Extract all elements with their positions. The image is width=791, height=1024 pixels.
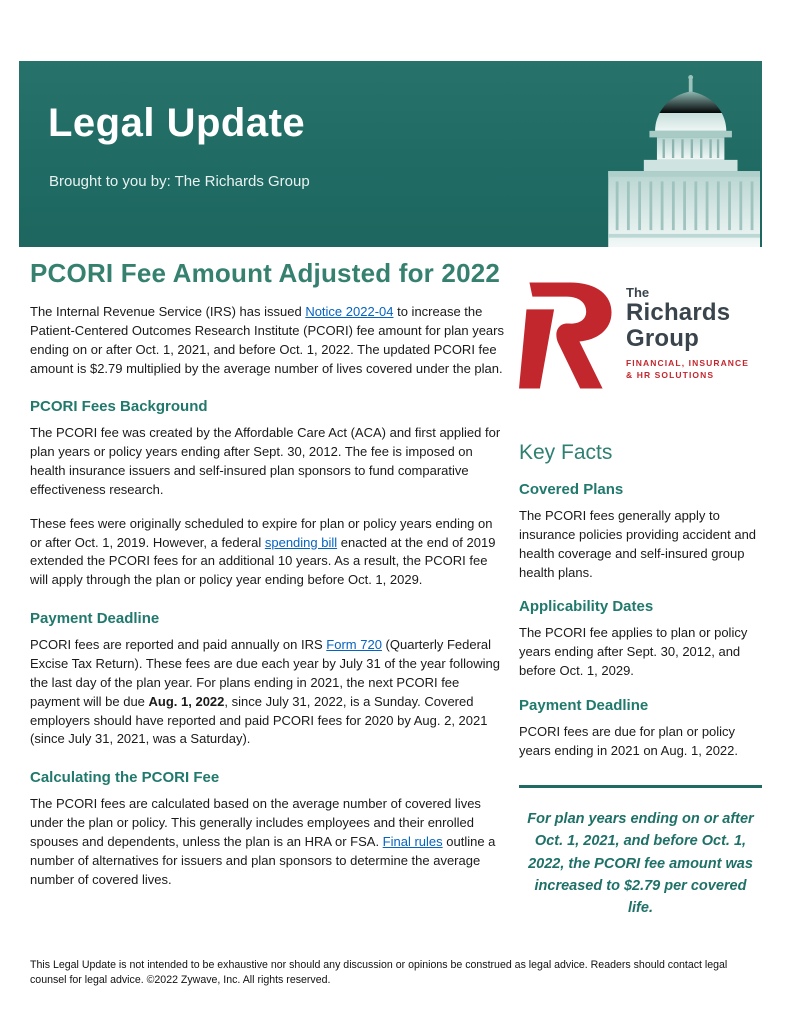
capitol-building-icon xyxy=(595,69,760,247)
notice-2022-04-link[interactable]: Notice 2022-04 xyxy=(305,304,394,319)
intro-paragraph xyxy=(30,303,505,378)
logo-tagline-line1: FINANCIAL, INSURANCE xyxy=(626,358,750,369)
payment-text-pre: PCORI fees are reported and paid annually on IRS xyxy=(30,637,327,653)
section-heading-calculating: Calculating the PCORI Fee xyxy=(30,769,220,787)
key-fact-applicability-dates xyxy=(519,598,762,681)
key-fact-heading: Payment Deadline xyxy=(519,696,649,714)
key-fact-text: PCORI fees are due for plan or policy years ending in 2021 on Aug. 1, 2022. xyxy=(519,723,739,758)
richards-group-logo xyxy=(519,260,762,405)
sidebar-divider xyxy=(519,785,762,788)
calculating-paragraph xyxy=(30,795,505,889)
key-facts-title: Key Facts xyxy=(519,441,613,464)
key-fact-payment-deadline xyxy=(519,697,762,761)
form-720-link[interactable]: Form 720 xyxy=(326,637,382,653)
logo-text xyxy=(626,260,749,382)
footer-disclaimer: This Legal Update is not intended to be exhaustive nor should any discussion or opinions be construed as legal advice. Readers should contact legal counsel for legal advice. ©2022 Zywave, Inc. All rights reserved. xyxy=(30,959,728,986)
article-column xyxy=(30,254,505,920)
sidebar xyxy=(519,254,762,920)
intro-text-pre: The Internal Revenue Service (IRS) has issued xyxy=(30,304,306,319)
key-fact-covered-plans xyxy=(519,481,762,582)
section-heading-background: PCORI Fees Background xyxy=(30,398,208,416)
calculating-text-pre: The PCORI fees are calculated based on the average number of covered lives under the plan or policy. This generally includes employees and their enrolled spouses and dependents, unless the plan is an HRA or FSA. xyxy=(30,796,481,849)
logo-word-group: Group xyxy=(626,325,699,353)
intro-text-post: to increase the Patient-Centered Outcomes Research Institute (PCORI) fee amount for plan years ending on or after Oct. 1, 2021, and before Oct. 1, 2022. The updated PCORI fee amount is $2.79 multiplied by the average number of lives covered under the plan. xyxy=(30,304,504,376)
payment-due-date: Aug. 1, 2022 xyxy=(148,693,225,709)
payment-text-post: , since July 31, 2022, is a Sunday. Covered employers should have reported and paid PCORI fees for 2020 by Aug. 2, 2021 (since July 31, 2021, was a Saturday). xyxy=(30,693,488,747)
key-fact-heading: Covered Plans xyxy=(519,481,624,498)
key-fact-heading: Applicability Dates xyxy=(519,598,654,616)
fee-increase-callout: For plan years ending on or after Oct. 1, 2021, and before Oct. 1, 2022, the PCORI fee amount was increased to $2.79 per covered life. xyxy=(527,810,754,917)
header-subtitle: Brought to you by: The Richards Group xyxy=(49,173,310,190)
main-content xyxy=(30,254,762,920)
background-p2-pre: These fees were originally scheduled to expire for plan or policy years ending on or after Oct. 1, 2019. However, a federal xyxy=(30,515,493,550)
logo-word-richards: Richards xyxy=(626,299,731,327)
payment-paragraph xyxy=(30,636,505,749)
page-title: Legal Update xyxy=(48,101,306,145)
header-banner xyxy=(19,61,762,247)
logo-tagline xyxy=(626,357,749,382)
section-heading-payment-deadline: Payment Deadline xyxy=(30,610,160,628)
logo-r-icon xyxy=(519,260,616,405)
spending-bill-link[interactable]: spending bill xyxy=(264,534,338,550)
logo-tagline-line2: & HR SOLUTIONS xyxy=(626,370,715,381)
key-fact-text: The PCORI fee applies to plan or policy years ending after Sept. 30, 2012, and before Oct. 1, 2029. xyxy=(519,625,748,679)
key-fact-text: The PCORI fees generally apply to insurance policies providing accident and health coverage and self-insured group health plans. xyxy=(519,508,757,580)
payment-text-mid: (Quarterly Federal Excise Tax Return). These fees are due each year by July 31 of the year following the last day of the plan year. For plans ending in 2021, the next PCORI fee payment will be due xyxy=(30,637,500,709)
background-paragraph-2 xyxy=(30,515,505,590)
article-title: PCORI Fee Amount Adjusted for 2022 xyxy=(30,258,501,288)
logo-word-the: The xyxy=(626,285,650,300)
final-rules-link[interactable]: Final rules xyxy=(382,833,443,849)
background-paragraph-1: The PCORI fee was created by the Affordable Care Act (ACA) and first applied for plan years or policy years ending after Sept. 30, 2012. The fee is imposed on health insurance issuers and self-insured plan sponsors to fund comparative effectiveness research. xyxy=(30,425,501,497)
calculating-text-post: outline a number of alternatives for issuers and plan sponsors to determine the average number of covered lives. xyxy=(30,833,496,887)
background-p2-post: enacted at the end of 2019 extended the PCORI fees for an additional 10 years. As a result, the PCORI fee will apply through the plan or policy year ending before Oct. 1, 2029. xyxy=(30,534,496,588)
